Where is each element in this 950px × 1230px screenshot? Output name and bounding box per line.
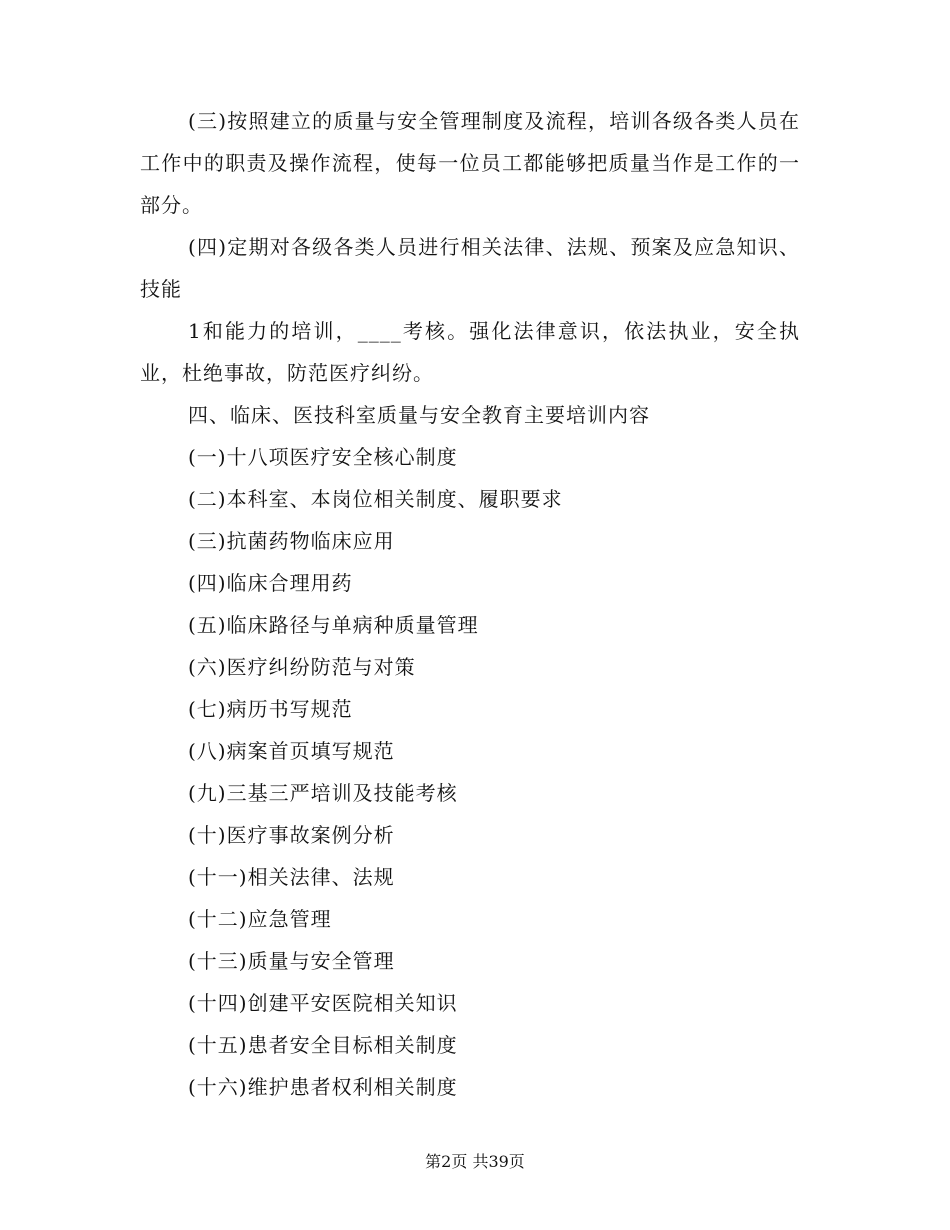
list-item: (十六)维护患者权利相关制度 [188,1075,458,1099]
list-item: (八)病案首页填写规范 [188,739,395,763]
list-item: (十)医疗事故案例分析 [188,823,395,847]
page-number: 第2页 共39页 [425,1152,525,1171]
list-item: (七)病历书写规范 [188,697,353,721]
list-item: (十三)质量与安全管理 [188,949,395,973]
list-item: (十五)患者安全目标相关制度 [188,1033,458,1057]
list-item: (三)抗菌药物临床应用 [188,529,395,553]
paragraph-periodic-training: (四)定期对各级各类人员进行相关法律、法规、预案及应急知识、技能 [140,235,800,301]
paragraph-ability-training: 1和能力的培训，____考核。强化法律意识，依法执业，安全执业，杜绝事故，防范医疗纠纷。 [140,319,800,385]
list-item: (五)临床路径与单病种质量管理 [188,613,479,637]
list-item: (二)本科室、本岗位相关制度、履职要求 [188,487,563,511]
list-item: (十二)应急管理 [188,907,332,931]
list-item: (十一)相关法律、法规 [188,865,395,889]
list-item: (四)临床合理用药 [188,571,353,595]
paragraph-training-procedures: (三)按照建立的质量与安全管理制度及流程，培训各级各类人员在工作中的职责及操作流程，使每一位员工都能够把质量当作是工作的一部分。 [140,109,800,217]
list-item: (九)三基三严培训及技能考核 [188,781,458,805]
list-item: (一)十八项医疗安全核心制度 [188,445,458,469]
section-heading-training-content: 四、临床、医技科室质量与安全教育主要培训内容 [188,403,650,427]
document-body [140,100,800,1108]
list-item: (十四)创建平安医院相关知识 [188,991,458,1015]
list-item: (六)医疗纠纷防范与对策 [188,655,416,679]
